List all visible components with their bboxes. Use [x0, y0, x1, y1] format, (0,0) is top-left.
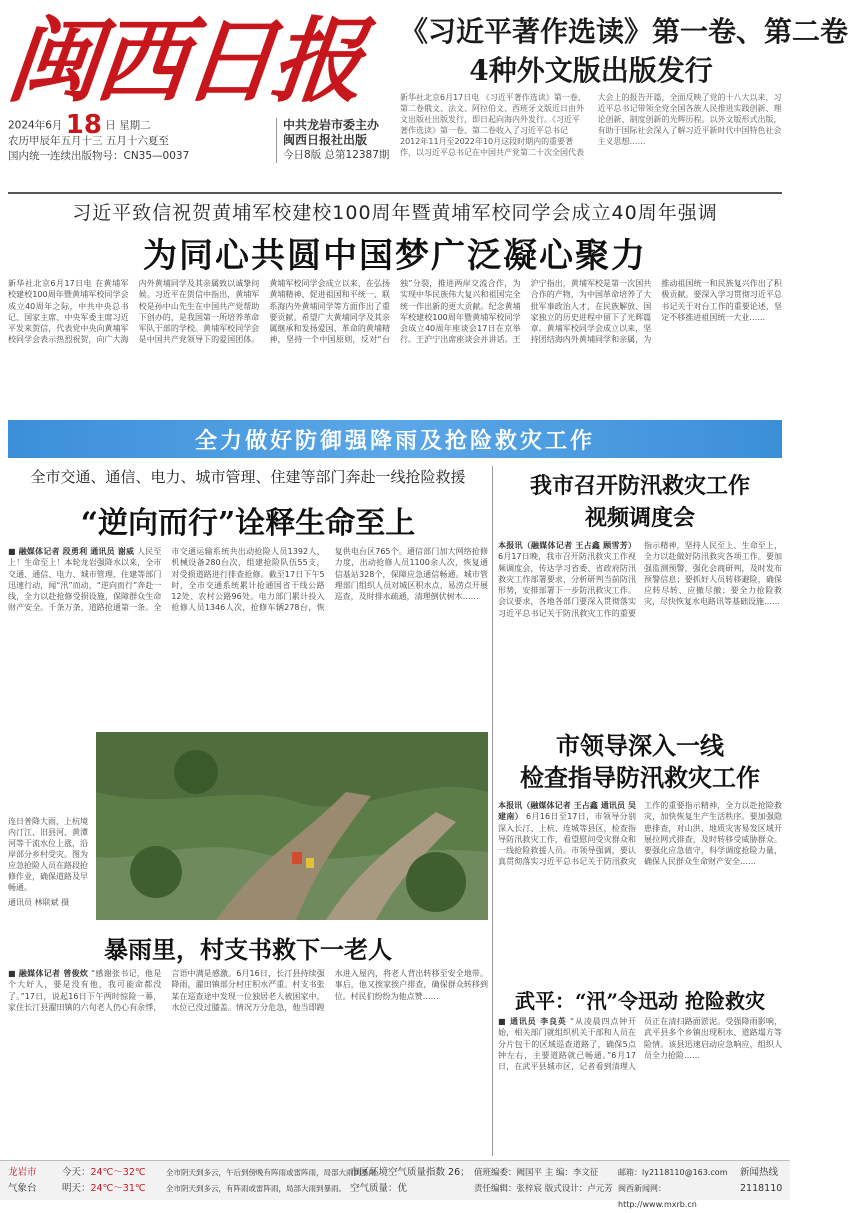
story-r1-title[interactable]	[498, 470, 782, 534]
weather-desc-tomorrow: 全市阴天到多云，有阵雨或雷阵雨，局部大雨到暴雨。	[166, 1184, 346, 1193]
news-hotline	[740, 1165, 786, 1197]
section-banner	[8, 420, 782, 458]
divider	[8, 192, 782, 194]
top-headline-body: 新华社北京6月17日电 《习近平著作选读》第一卷、第二卷俄文、法文、阿拉伯文、西班牙文版近日由外文出版社出版发行，即日起向海内外发行。《习近平著作选读》第一卷、第二卷收入了习近平总书记2012年11月至2022年10月这段时期内的重要著作，以习近平总书记在中国共产党第二十次全国代表大会上的报告开篇，全面反映了党的十八大以来，习近平总书记带领全党全国各族人民推进实践创新、理论创新、制度创新的光辉历程。以外文版形式出版，有助于国际社会深入了解习近平新时代中国特色社会主义思想……	[400, 93, 782, 157]
org-sponsor: 中共龙岩市委主办	[283, 118, 380, 132]
story-r2-text: 6月16日至17日，市领导分别深入长汀、上杭、连城等县区，检查指导防汛救灾工作，看望慰问受灾群众和一线抢险救援人员。市领导强调，要认真贯彻落实习近平总书记关于防汛救灾工作的重要指示精神，全力以赴抢险救灾，加快恢复生产生活秩序。要加强隐患排查，对山洪、地质灾害易发区域开展拉网式排查，及时转移受威胁群众。要强化应急值守，科学调度抢险力量，确保人民群众生命财产安全……	[498, 801, 782, 867]
today-temp: 24℃～32℃	[90, 1167, 146, 1178]
tomorrow-temp: 24℃～31℃	[90, 1183, 146, 1194]
photo-caption	[8, 816, 94, 920]
org-info	[276, 118, 396, 163]
story-r1-text: 6月17日晚，我市召开防汛救灾工作视频调度会，传达学习省委、省政府防汛救灾工作部署要求，分析研判当前防汛形势，安排部署下一步防汛救灾工作。会议要求，各地各部门要深入贯彻落实习近平总书记关于防汛救灾工作的重要指示精神，坚持人民至上、生命至上，全力以赴做好防汛救灾各项工作。要加强监测预警，强化会商研判，及时发布预警信息；要抓好人员转移避险，确保应转尽转、应撤尽撤；要全力抢险救灾，尽快恢复水电路讯等基础设施……	[498, 541, 782, 618]
story-r1-body	[498, 540, 782, 720]
landslide-photo-illustration	[96, 732, 488, 920]
editor-line2: 责任编辑：张梓宸 版式设计：卢元芳	[474, 1184, 613, 1194]
story-r3-body	[498, 1016, 782, 1154]
banner-text: 全力做好防御强降雨及抢险救灾工作	[194, 428, 595, 454]
weather-station	[8, 1165, 58, 1197]
masthead	[0, 0, 848, 192]
news-photo[interactable]	[96, 732, 488, 920]
story-r2-body	[498, 800, 782, 976]
story-left-byline: ■ 融媒体记者 段勇利 通讯员 谢威	[8, 547, 135, 556]
aqi-index: 市区环境空气质量指数 26；	[350, 1167, 470, 1178]
date-weekday: 日 星期二	[105, 119, 151, 132]
story-r2-title-line2: 检查指导防汛救灾工作	[520, 763, 760, 792]
story-mid-title[interactable]: 暴雨里，村支书救下一老人	[104, 935, 392, 964]
date-info	[8, 110, 272, 164]
lead-body: 新华社北京6月17日电 在黄埔军校建校100周年暨黄埔军校同学会成立40周年之际，中共中央总书记、国家主席、中央军委主席习近平发来贺信，代表党中央向黄埔军校同学会表示热烈祝贺，向广大海内外黄埔同学及其亲属致以诚挚问候。习近平在贺信中指出，黄埔军校是孙中山先生在中国共产党帮助下创办的，是我国第一所培养革命军队干部的学校。黄埔军校同学会是中国共产党领导下的爱国团体。黄埔军校同学会成立以来，在弘扬黄埔精神、促进祖国和平统一、联系海内外黄埔同学等方面作出了重要贡献。希望广大黄埔同学及其亲属继承和发扬爱国、革命的黄埔精神，坚持一个中国原则，反对“台独”分裂，推进两岸交流合作，为实现中华民族伟大复兴和祖国完全统一作出新的更大贡献。纪念黄埔军校建校100周年暨黄埔军校同学会成立40周年座谈会17日在京举行。王沪宁出席座谈会并讲话。王沪宁指出，黄埔军校是第一次国共合作的产物，为中国革命培养了大批军事政治人才，在民族解放、国家独立的历史进程中留下了光辉篇章。黄埔军校同学会成立以来，坚持团结海内外黄埔同学和亲属，为推动祖国统一和民族复兴作出了积极贡献。要深入学习贯彻习近平总书记关于对台工作的重要论述，坚定不移推进祖国统一大业……	[8, 279, 782, 345]
story-left-title[interactable]: “逆向而行”诠释生命至上	[80, 506, 416, 541]
publication-number: 国内统一连续出版物号：CN35—0037	[8, 149, 190, 162]
story-r2-byline: 本报讯（融媒体记者 王占鑫 通讯员 吴建南）	[498, 801, 636, 822]
story-r1-title-line1: 我市召开防汛救灾工作	[529, 473, 750, 499]
date-year-month: 2024年6月	[8, 119, 63, 132]
website-link[interactable]: 闽西新闻网：http://www.mxrb.cn	[618, 1184, 697, 1209]
top-headline-line1: 《习近平著作选读》第一卷、第二卷	[400, 15, 848, 48]
story-left-body	[8, 546, 488, 724]
story-r3-title[interactable]: 武平：“汛”令迅动 抢险救灾	[515, 989, 765, 1013]
date-lunar: 农历甲辰年五月十三 五月十六夏至	[8, 134, 169, 147]
lead-subtitle: 习近平致信祝贺黄埔军校建校100周年暨黄埔军校同学会成立40周年强调	[72, 202, 718, 224]
newspaper-logo	[2, 6, 388, 116]
top-headline-line2: 4种外文版出版发行	[469, 54, 713, 87]
photo-caption-text: 连日普降大雨，上杭境内汀江、旧县河、黄潭河等干流水位上涨，沿岸部分乡村受灾。图为应急抢险人员在路段抢修作业，确保道路及早畅通。	[8, 817, 88, 892]
story-mid-byline: ■ 融媒体记者 曾俊炊	[8, 969, 89, 978]
story-r3-byline: ■ 通讯员 李良英	[498, 1017, 567, 1026]
photo-credit: 通讯员 林联斌 摄	[8, 898, 70, 907]
weather-city: 龙岩市	[8, 1167, 37, 1178]
tomorrow-label: 明天：	[62, 1183, 91, 1194]
lead-title[interactable]: 为同心共圆中国梦广泛凝心聚力	[143, 236, 647, 276]
story-left-subtitle: 全市交通、通信、电力、城市管理、住建等部门奔赴一线抢险救援	[30, 468, 466, 486]
logo-text: 闽西日报	[2, 7, 366, 115]
today-label: 今天：	[62, 1167, 91, 1178]
org-publisher: 闽西日报社出版	[283, 133, 368, 147]
weather-label: 气象台	[8, 1183, 37, 1194]
weather-temps	[62, 1165, 162, 1197]
editor-line1: 值班编委：阙国平 主 编：李文征	[474, 1168, 599, 1178]
email-link[interactable]: 邮箱：ly2118110@163.com	[618, 1168, 728, 1177]
story-r1-title-line2: 视频调度会	[584, 505, 695, 531]
story-left-text: 人民至上！生命至上！本轮龙岩强降水以来，全市交通、通信、电力、城市管理、住建等部门迅速行动，闻“汛”而动，“逆向而行”奔赴一线，全力以赴抢修受损设施，保障群众生命财产安全。千条万条，道路抢通第一条。全市交通运输系统共出动抢险人员1392人，机械设备280台次，组建抢险队伍55支，对受损道路进行排查抢修。截至17日下午5时，全市交通系统累计抢通国省干线公路12处、农村公路96处。电力部门累计投入抢修人员1346人次，抢修车辆278台，恢复供电台区765个。通信部门加大网络抢修力度，出动抢修人员1100余人次，恢复通信基站328个，保障应急通信畅通。城市管理部门组织人员对城区积水点、易涝点开展巡查，及时排水疏通，清理倒伏树木……	[8, 547, 488, 613]
weather-desc-today: 全市阴天到多云，午后到傍晚有阵雨或雷阵雨，局部大雨到暴雨。	[166, 1168, 384, 1177]
footer	[0, 1160, 790, 1209]
column-divider	[492, 466, 493, 1156]
story-mid-body	[8, 968, 488, 1154]
story-r1-byline: 本报讯（融媒体记者 王占鑫 顾雪芳）	[498, 541, 636, 550]
hotline-label: 新闻热线	[740, 1167, 779, 1178]
story-mid-text: “感谢张书记，他是个大好人，要是没有他，我可能命都没了。”17日，说起16日下午两时惊险一幕，家住长汀县濯田镇的六旬老人仍心有余悸，言语中满是感激。6月16日，长汀县持续强降雨，濯田镇部分村庄积水严重。村支书张某在巡查途中发现一位独居老人被困家中，水位已没过膝盖。情况万分危急，他当即蹚水进入屋内，将老人背出转移至安全地带。事后，他又挨家挨户排查，确保群众转移到位。村民们纷纷为他点赞……	[8, 969, 488, 1012]
story-r2-title-line1: 市领导深入一线	[556, 731, 724, 760]
edition-info: 今日8版 总第12387期	[283, 149, 390, 161]
story-r3-text: “从凌晨四点钟开始，相关部门就组织机关干部和人员在分片包干的区域巡查道路了，确保5点钟左右，主要道路就已畅通。”6月17日，在武平县城市区，记者看到清理人员正在清扫路面淤泥。受强降雨影响，武平县多个乡镇出现积水、道路塌方等险情。该县迅速启动应急响应，组织人员全力抢险……	[498, 1017, 782, 1072]
air-quality	[350, 1165, 470, 1197]
editor-info	[474, 1165, 614, 1197]
contact-info	[618, 1165, 736, 1213]
story-r2-title[interactable]	[498, 730, 782, 794]
top-headline[interactable]	[400, 12, 848, 90]
aqi-level: 空气质量：优	[350, 1183, 408, 1194]
date-day: 18	[65, 110, 102, 140]
hotline-number: 2118110	[740, 1183, 783, 1194]
